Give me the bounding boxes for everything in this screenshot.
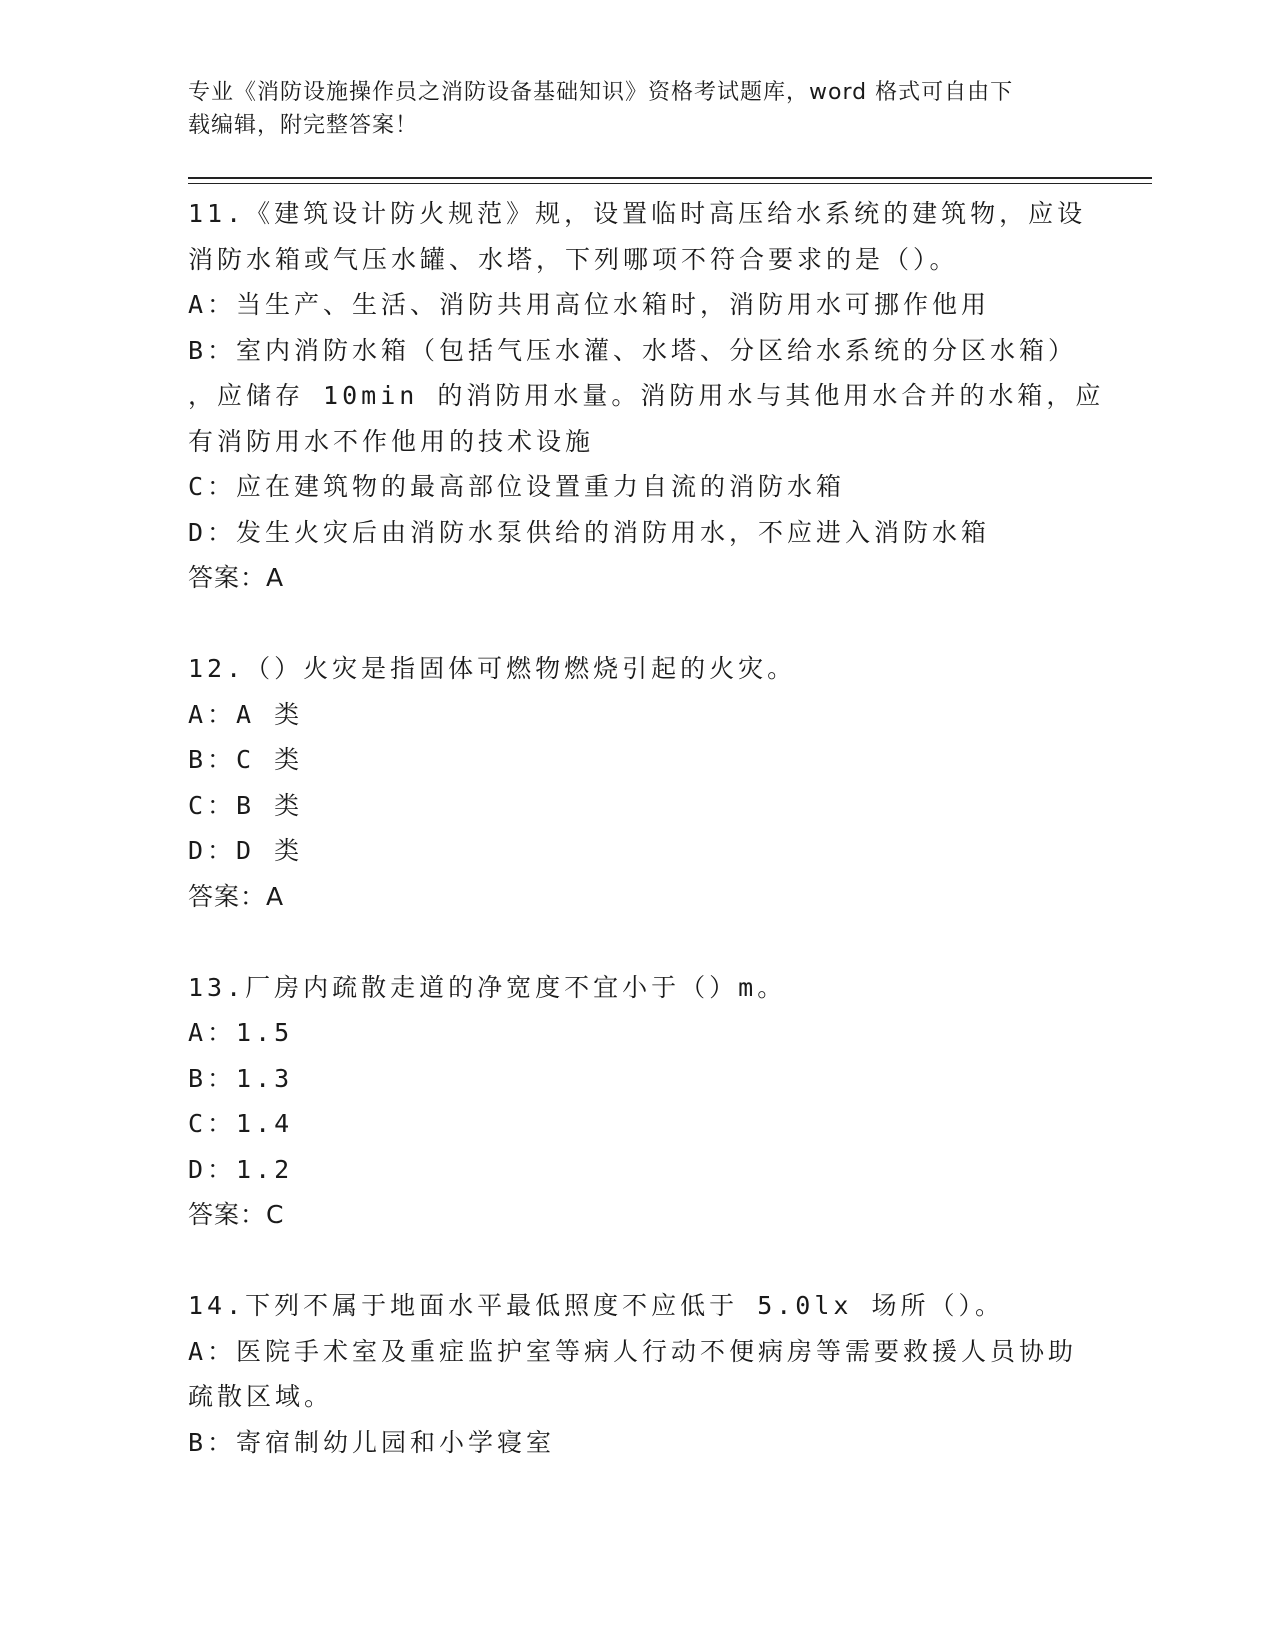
option-b: B：C 类 [188,745,304,774]
question-spacer [188,1238,1088,1284]
question-stem-line: 12.（）火灾是指固体可燃物燃烧引起的火灾。 [188,654,797,683]
question-14 [188,1283,1088,1465]
answer-line: 答案：C [188,1200,285,1229]
answer-line: 答案：A [188,563,285,592]
document-header [188,76,1068,142]
option-c: C：应在建筑物的最高部位设置重力自流的消防水箱 [188,472,846,501]
option-b: B：室内消防水箱（包括气压水灌、水塔、分区给水系统的分区水箱） [188,335,1078,365]
answer-line: 答案：A [188,881,285,911]
question-spacer [188,601,1088,647]
option-b: B：寄宿制幼儿园和小学寝室 [188,1427,556,1457]
option-c: C：1.4 [188,1109,294,1138]
question-12 [188,646,1088,919]
header-divider-thick [188,177,1152,179]
option-a: A：1.5 [188,1018,294,1047]
option-a: A：当生产、生活、消防共用高位水箱时，消防用水可挪作他用 [188,290,991,319]
question-spacer [188,919,1088,965]
question-stem-line: 13.厂房内疏散走道的净宽度不宜小于（）m。 [188,972,787,1002]
option-b-continued: 有消防用水不作他用的技术设施 [188,426,595,456]
question-13 [188,965,1088,1238]
question-stem-line: 14.下列不属于地面水平最低照度不应低于 5.0lx 场所（）。 [188,1291,1005,1320]
option-b: B：1.3 [188,1063,294,1093]
option-d: D：1.2 [188,1154,294,1184]
header-line-1: 专业《消防设施操作员之消防设备基础知识》资格考试题库，word 格式可自由下 [188,80,1014,105]
option-b-continued: ，应储存 10min 的消防用水量。消防用水与其他用水合并的水箱，应 [188,381,1105,410]
header-line-2: 载编辑，附完整答案！ [188,113,419,138]
option-a-continued: 疏散区域。 [188,1382,334,1411]
option-a: A：A 类 [188,699,304,729]
option-c: C：B 类 [188,790,304,820]
question-11 [188,191,1105,601]
header-divider-thin [188,183,1152,184]
question-stem-line: 11.《建筑设计防火规范》规，设置临时高压给水系统的建筑物，应设 [188,199,1087,228]
question-list [188,191,1105,1465]
option-d: D：发生火灾后由消防水泵供给的消防用水，不应进入消防水箱 [188,517,991,547]
option-a: A：医院手术室及重症监护室等病人行动不便病房等需要救援人员协助 [188,1336,1078,1366]
question-stem-line: 消防水箱或气压水罐、水塔，下列哪项不符合要求的是（）。 [188,244,959,274]
option-d: D：D 类 [188,836,304,865]
